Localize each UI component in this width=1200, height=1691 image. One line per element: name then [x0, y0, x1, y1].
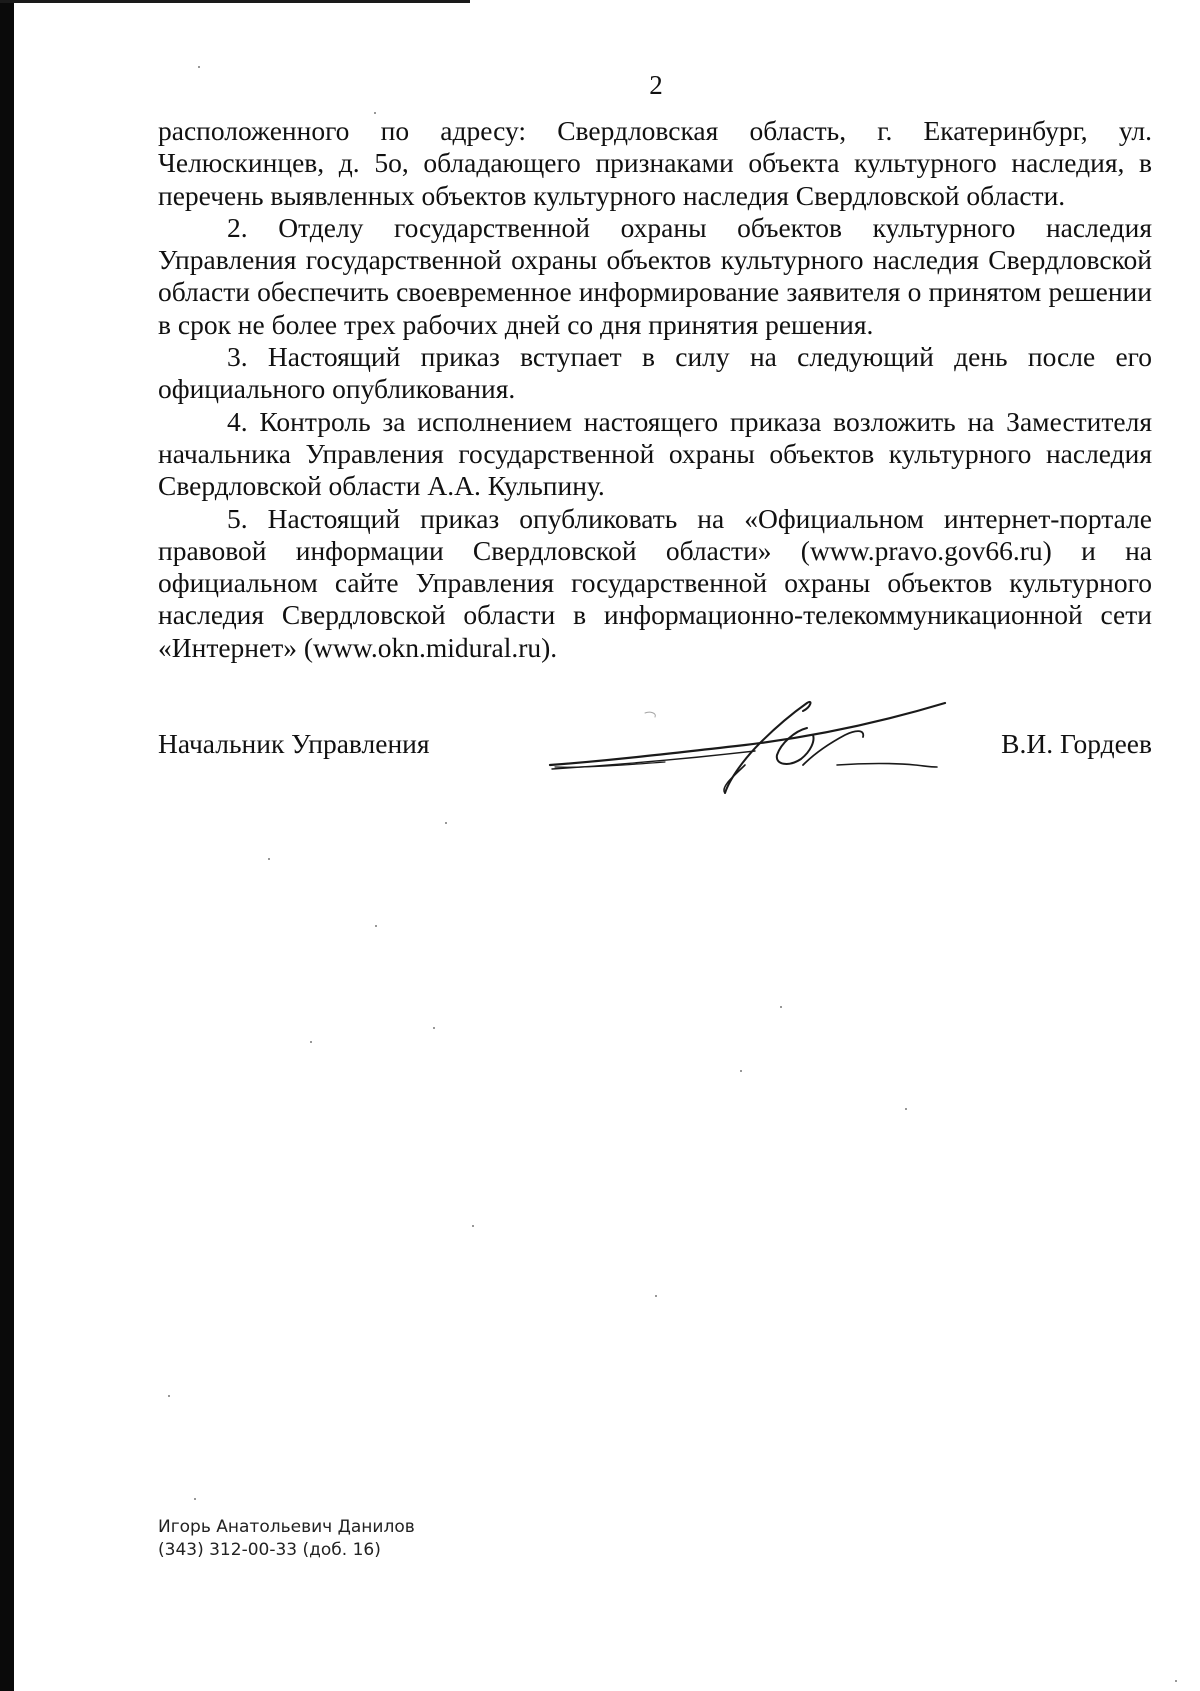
scan-speck	[268, 858, 270, 860]
signatory-name: В.И. Гордеев	[1001, 728, 1152, 759]
paragraph-item-2: 2. Отделу государственной охраны объектов культурного наследия Управления государственной охраны объектов культурного наследия Свердловской области обеспечить своевременное информирование заявителя о принятом решении в срок не более трех рабочих дней со дня принятия решения.	[158, 211, 1152, 340]
paragraph-continuation: расположенного по адресу: Свердловская область, г. Екатеринбург, ул. Челюскинцев, д. 5о, обладающего признаками объекта культурного наследия, в перечень выявленных объектов культурного наследия Свердловской области.	[158, 115, 1152, 211]
scan-speck	[655, 1295, 657, 1297]
scan-left-edge	[0, 0, 14, 1691]
scan-speck	[780, 1006, 782, 1008]
scan-speck	[198, 66, 200, 68]
scan-speck	[445, 822, 447, 824]
executor-name: Игорь Анатольевич Данилов	[158, 1517, 415, 1537]
document-body	[158, 115, 1152, 664]
handwritten-signature	[545, 683, 975, 798]
scan-speck	[194, 1498, 196, 1500]
scan-speck	[375, 925, 377, 927]
executor-info	[158, 1516, 415, 1562]
paragraph-item-3: 3. Настоящий приказ вступает в силу на следующий день после его официального опубликования.	[158, 341, 1152, 405]
scan-speck	[374, 112, 376, 114]
scan-speck	[433, 1027, 435, 1029]
paragraph-item-5: 5. Настоящий приказ опубликовать на «Официальном интернет-портале правовой информации Свердловской области» (www.pravo.gov66.ru) и на официальном сайте Управления государственной охраны объектов культурного наследия Свердловской области в информационно-телекоммуникационной сети «Интернет» (www.okn.midural.ru).	[158, 502, 1152, 663]
scan-speck	[905, 1108, 907, 1110]
scan-top-edge	[0, 0, 470, 3]
scan-speck	[310, 1041, 312, 1043]
scan-speck	[472, 1225, 474, 1227]
scan-speck	[168, 1395, 170, 1397]
executor-phone: (343) 312-00-33 (доб. 16)	[158, 1540, 381, 1560]
paragraph-item-4: 4. Контроль за исполнением настоящего приказа возложить на Заместителя начальника Управления государственной охраны объектов культурного наследия Свердловской области А.А. Кульпину.	[158, 405, 1152, 502]
signatory-position: Начальник Управления	[158, 728, 430, 759]
scan-speck	[740, 1070, 742, 1072]
page-number: 2	[649, 70, 663, 100]
scan-speck	[1175, 1680, 1177, 1682]
